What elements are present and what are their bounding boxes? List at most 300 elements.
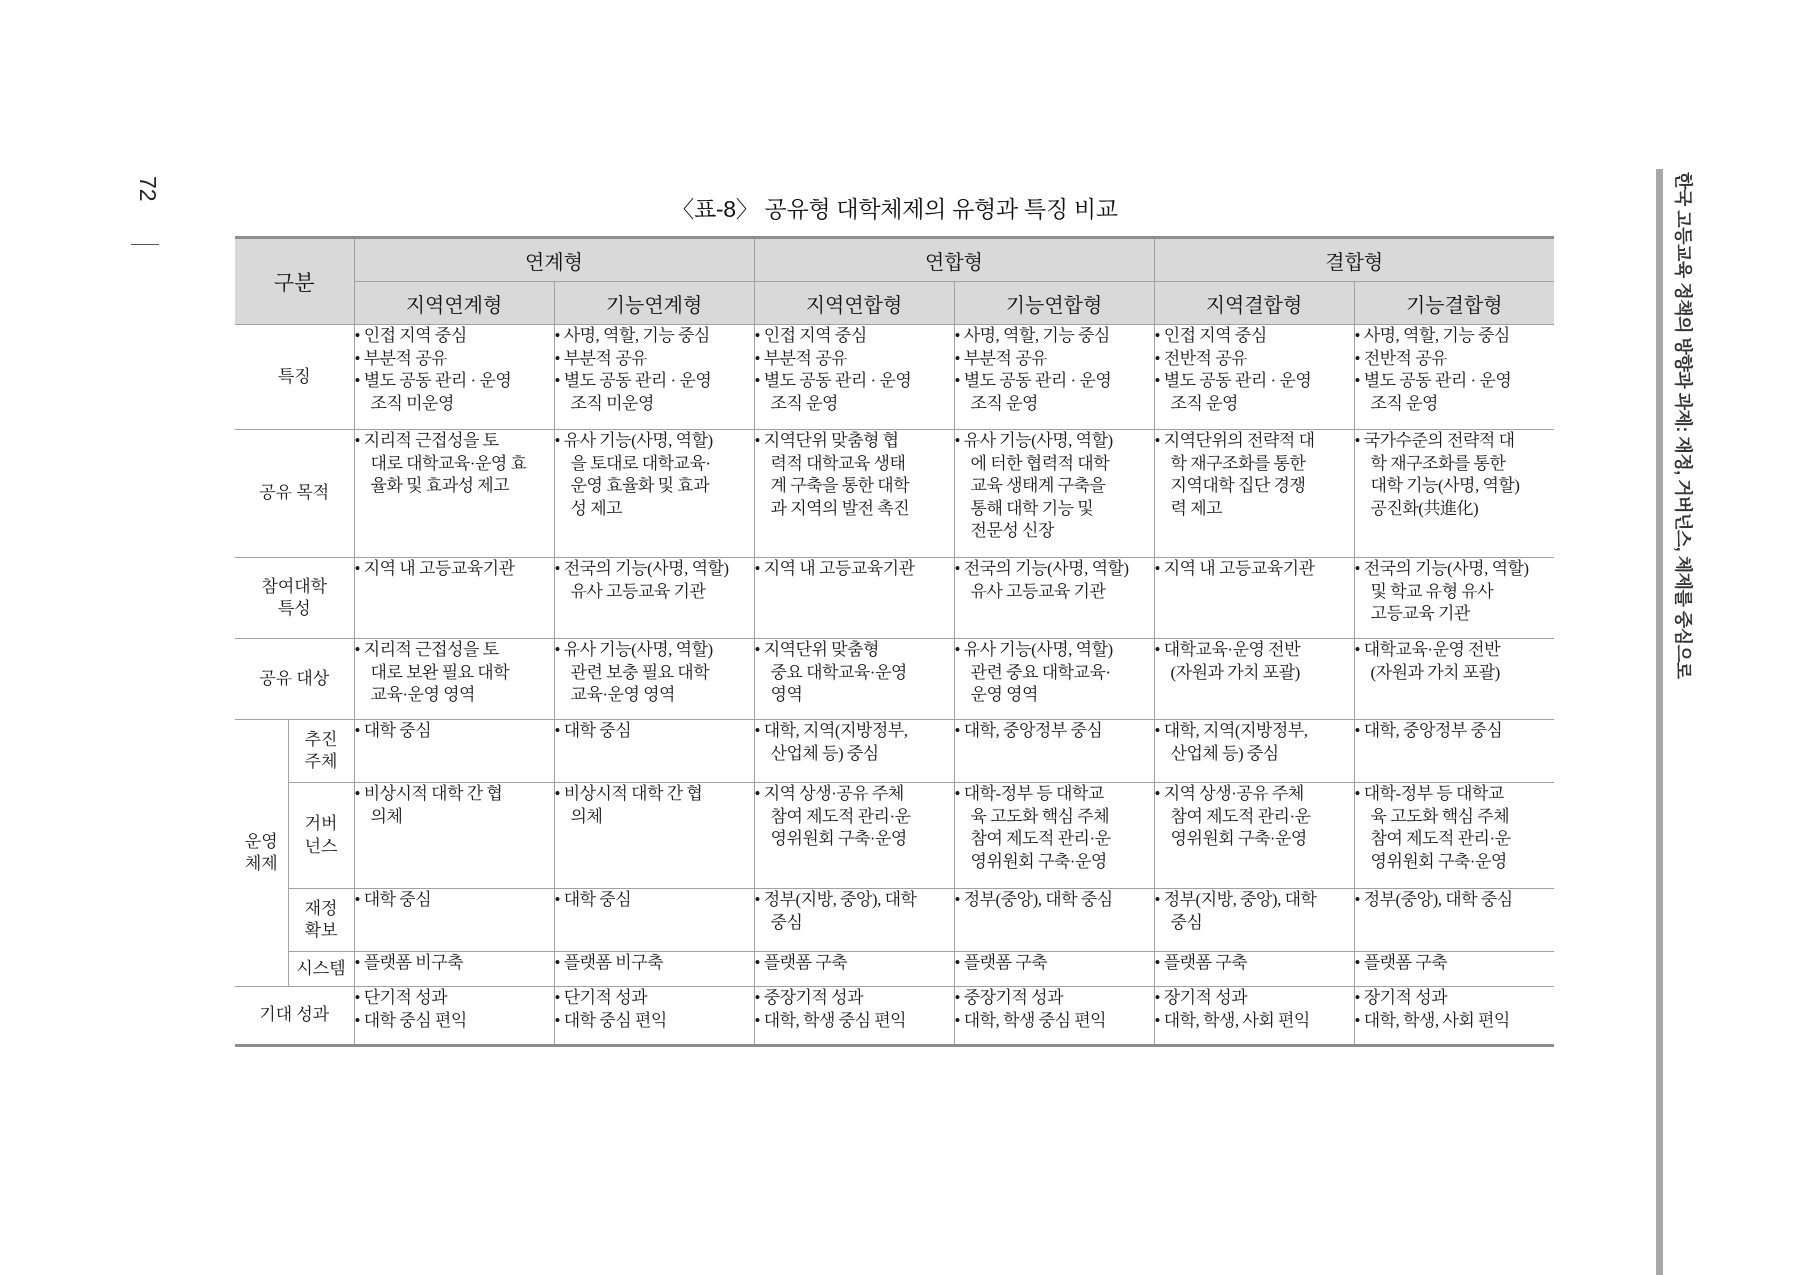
data-cell [354, 783, 554, 889]
cell-line: • 사명, 역할, 기능 중심 [1354, 326, 1510, 345]
bullet-item [355, 370, 554, 415]
bullet-item [755, 783, 954, 851]
cell-line: 교육·운영 영역 [570, 685, 675, 704]
cell-line: 에 터한 협력적 대학 [970, 453, 1110, 473]
row-label-line: 공유 목적 [259, 483, 330, 503]
cell-line: 영위원회 구축·운영 [1170, 829, 1307, 848]
cell-line: 전문성 신장 [970, 521, 1054, 540]
cell-line: • 장기적 성과 [1154, 988, 1248, 1007]
cell-line: • 별도 공동 관리 · 운영 [554, 371, 712, 390]
cell-line: 영위원회 구축·운영 [1370, 851, 1507, 871]
bullet-item [1355, 889, 1555, 912]
bullet-item [355, 348, 554, 371]
cell-line: • 대학, 학생 중심 편익 [954, 1010, 1107, 1030]
group-label-line: 체제 [244, 854, 278, 873]
table-body [235, 325, 1554, 1046]
cell-line: • 별도 공동 관리 · 운영 [954, 371, 1112, 390]
cell-line: • 플랫폼 비구축 [554, 953, 663, 972]
bullet-item [1155, 783, 1354, 851]
row-label [235, 325, 354, 430]
data-cell [1154, 987, 1354, 1046]
sub-label-line: 주체 [304, 752, 338, 771]
data-cell [1354, 952, 1554, 987]
cell-line: • 유사 기능(사명, 역할) [954, 640, 1113, 659]
bullet-item [755, 325, 954, 348]
cell-line: 영위원회 구축·운영 [970, 851, 1107, 871]
data-cell [1354, 430, 1554, 558]
data-cell [1354, 325, 1554, 430]
bullet-item [755, 639, 954, 707]
cell-line: • 지역 상생·공유 주체 [754, 784, 904, 803]
cell-line: • 대학 중심 편익 [554, 1010, 667, 1030]
cell-line: 조직 미운영 [370, 393, 454, 413]
cell-line: • 전국의 기능(사명, 역할) [554, 559, 729, 578]
header-group: 연계형 [354, 238, 754, 282]
bullet-item [755, 952, 954, 975]
cell-line: • 플랫폼 구축 [954, 953, 1048, 972]
cell-line: • 대학교육·운영 전반 [1154, 640, 1301, 659]
table-header [235, 238, 1554, 325]
cell-line: • 대학 중심 [354, 721, 432, 740]
cell-line: 산업체 등) 중심 [1170, 743, 1279, 763]
bullet-item [555, 1010, 754, 1033]
sub-label [288, 720, 354, 783]
cell-line: • 유사 기능(사명, 역할) [554, 640, 713, 659]
cell-line: • 대학, 학생, 사회 편익 [1354, 1010, 1510, 1030]
sub-label-line: 재정 [304, 898, 338, 918]
row-label-line: 기대 성과 [259, 1005, 330, 1025]
bullet-item [555, 720, 754, 743]
data-cell [1154, 952, 1354, 987]
cell-line: 조직 운영 [1170, 393, 1238, 413]
cell-line: 대로 보완 필요 대학 [370, 662, 510, 682]
sub-label-line: 확보 [304, 921, 338, 940]
cell-line: 율화 및 효과성 제고 [370, 476, 510, 495]
cell-line: 영위원회 구축·운영 [770, 829, 907, 848]
bullet-item [1355, 987, 1555, 1010]
cell-line: 유사 고등교육 기관 [970, 581, 1106, 601]
cell-line: • 지역단위 맞춤형 [754, 640, 879, 659]
cell-line: • 중장기적 성과 [754, 988, 863, 1007]
table-row [235, 720, 1554, 783]
cell-line: 통해 대학 기능 및 [970, 498, 1094, 518]
bullet-item [1355, 325, 1555, 348]
row-label [235, 558, 354, 639]
cell-line: 학 재구조화를 통한 [1170, 453, 1306, 473]
row-label-line: 공유 대상 [259, 668, 330, 688]
data-cell [754, 720, 954, 783]
cell-line: 대로 대학교육·운영 효 [370, 453, 527, 473]
bullet-item [1355, 558, 1555, 626]
data-cell [554, 720, 754, 783]
cell-line: 교육·운영 영역 [370, 685, 475, 704]
data-cell [1354, 889, 1554, 952]
cell-line: • 지역단위 맞춤형 협 [754, 431, 899, 450]
cell-line: • 정부(중앙), 대학 중심 [954, 890, 1113, 909]
bullet-item [1355, 639, 1555, 684]
header-type: 지역결합형 [1154, 282, 1354, 325]
data-cell [354, 720, 554, 783]
cell-line: • 비상시적 대학 간 협 [354, 784, 503, 803]
data-cell [554, 987, 754, 1046]
table-row [235, 987, 1554, 1046]
cell-line: 참여 제도적 관리·운 [970, 829, 1111, 848]
cell-line: • 플랫폼 비구축 [354, 953, 463, 972]
cell-line: • 플랫폼 구축 [1154, 953, 1248, 972]
table-row [235, 889, 1554, 952]
row-label-line: 특징 [277, 366, 311, 386]
data-cell [1354, 558, 1554, 639]
bullet-item [955, 348, 1154, 371]
cell-line: • 지역 내 고등교육기관 [354, 559, 515, 578]
header-row-groups [235, 238, 1554, 282]
cell-line: • 비상시적 대학 간 협 [554, 784, 703, 803]
data-cell [954, 558, 1154, 639]
bullet-item [955, 987, 1154, 1010]
page-number-rule [131, 244, 159, 245]
cell-line: 참여 제도적 관리·운 [1370, 829, 1511, 848]
cell-line: • 대학, 중앙정부 중심 [954, 721, 1103, 740]
bullet-item [955, 1010, 1154, 1033]
bullet-item [955, 952, 1154, 975]
data-cell [554, 558, 754, 639]
cell-line: • 대학, 학생, 사회 편익 [1154, 1010, 1310, 1030]
sub-label-line: 넌스 [304, 836, 338, 856]
sub-label-line: 거버 [304, 814, 338, 833]
data-cell [1154, 325, 1354, 430]
data-cell [954, 783, 1154, 889]
cell-line: 조직 운영 [770, 393, 838, 413]
bullet-item [355, 430, 554, 498]
data-cell [754, 558, 954, 639]
cell-line: 학 재구조화를 통한 [1370, 453, 1506, 473]
bullet-item [755, 1010, 954, 1033]
cell-line: 조직 미운영 [570, 393, 654, 413]
bullet-item [1155, 987, 1354, 1010]
cell-line: • 대학, 지역(지방정부, [1154, 721, 1308, 740]
bullet-item [355, 1010, 554, 1033]
bullet-item [955, 370, 1154, 415]
cell-line: 지역대학 집단 경쟁 [1170, 476, 1306, 495]
cell-line: • 대학 중심 [554, 721, 632, 740]
bullet-item [955, 783, 1154, 873]
data-cell [1354, 639, 1554, 720]
cell-line: • 별도 공동 관리 · 운영 [1354, 371, 1512, 390]
bullet-item [1155, 720, 1354, 765]
cell-line: 의체 [570, 806, 603, 826]
data-cell [1154, 783, 1354, 889]
table-row [235, 558, 1554, 639]
bullet-item [955, 558, 1154, 603]
cell-line: • 대학 중심 [354, 890, 432, 909]
sub-label-line: 추진 [304, 729, 338, 749]
table-row [235, 952, 1554, 987]
cell-line: 운영 효율화 및 효과 [570, 476, 710, 495]
cell-line: 계 구축을 통한 대학 [770, 476, 910, 495]
data-cell [354, 639, 554, 720]
cell-line: • 플랫폼 구축 [754, 953, 848, 972]
data-cell [754, 639, 954, 720]
bullet-item [1155, 952, 1354, 975]
bullet-item [355, 720, 554, 743]
cell-line: • 대학-정부 등 대학교 [1354, 784, 1504, 803]
cell-line: • 정부(지방, 중앙), 대학 [1154, 890, 1317, 909]
bullet-item [555, 889, 754, 912]
data-cell [1154, 889, 1354, 952]
data-cell [754, 987, 954, 1046]
cell-line: 중심 [1170, 912, 1203, 932]
side-margin-bar [1656, 169, 1663, 1275]
data-cell [354, 987, 554, 1046]
cell-line: • 중장기적 성과 [954, 988, 1063, 1007]
cell-line: (자원과 가치 포괄) [1170, 662, 1300, 682]
row-label-line: 참여대학 [261, 576, 328, 596]
bullet-item [755, 558, 954, 581]
bullet-item [1155, 1010, 1354, 1033]
bullet-item [755, 889, 954, 934]
header-type: 기능연계형 [554, 282, 754, 325]
bullet-item [1155, 348, 1354, 371]
bullet-item [755, 370, 954, 415]
bullet-item [1355, 952, 1555, 975]
cell-line: • 전국의 기능(사명, 역할) [954, 559, 1129, 578]
data-cell [354, 889, 554, 952]
bullet-item [555, 558, 754, 603]
cell-line: 참여 제도적 관리·운 [770, 806, 911, 826]
data-cell [554, 639, 754, 720]
cell-line: • 인접 지역 중심 [354, 326, 467, 345]
cell-line: • 장기적 성과 [1354, 988, 1448, 1007]
running-title: 한국 고등교육 정책의 방향과 과제: 재정, 거버넌스, 체제를 중심으로 [1673, 172, 1693, 679]
cell-line: • 지역단위의 전략적 대 [1154, 431, 1315, 450]
cell-line: • 전반적 공유 [1154, 348, 1248, 368]
cell-line: • 부분적 공유 [954, 348, 1048, 368]
table-row [235, 639, 1554, 720]
cell-line: • 부분적 공유 [754, 348, 848, 368]
bullet-item [355, 325, 554, 348]
bullet-item [555, 783, 754, 828]
data-cell [354, 325, 554, 430]
data-cell [754, 952, 954, 987]
sub-label-line: 시스템 [296, 958, 346, 978]
bullet-item [955, 639, 1154, 707]
bullet-item [1155, 639, 1354, 684]
bullet-item [355, 783, 554, 828]
cell-line: • 단기적 성과 [554, 988, 648, 1007]
cell-line: • 정부(지방, 중앙), 대학 [754, 890, 917, 909]
cell-line: • 전반적 공유 [1354, 348, 1448, 368]
bullet-item [955, 325, 1154, 348]
group-label [235, 720, 288, 987]
data-cell [754, 889, 954, 952]
bullet-item [755, 348, 954, 371]
bullet-item [755, 987, 954, 1010]
bullet-item [1355, 720, 1555, 743]
cell-line: • 별도 공동 관리 · 운영 [354, 371, 512, 390]
row-label [235, 639, 354, 720]
data-cell [1354, 783, 1554, 889]
cell-line: 중요 대학교육·운영 [770, 662, 907, 682]
cell-line: • 대학 중심 [554, 890, 632, 909]
bullet-item [955, 430, 1154, 543]
cell-line: • 별도 공동 관리 · 운영 [1154, 371, 1312, 390]
cell-line: • 별도 공동 관리 · 운영 [754, 371, 912, 390]
bullet-item [355, 987, 554, 1010]
cell-line: • 대학, 학생 중심 편익 [754, 1010, 907, 1030]
cell-line: 산업체 등) 중심 [770, 743, 879, 763]
data-cell [1154, 639, 1354, 720]
cell-line: 운영 영역 [970, 685, 1038, 704]
data-cell [1154, 558, 1354, 639]
data-cell [554, 952, 754, 987]
table-title: 〈표-8〉 공유형 대학체제의 유형과 특징 비교 [671, 196, 1118, 222]
cell-line: • 인접 지역 중심 [1154, 326, 1267, 345]
data-cell [354, 952, 554, 987]
cell-line: • 대학-정부 등 대학교 [954, 784, 1104, 803]
sub-label [288, 952, 354, 987]
cell-line: 교육 생태계 구축을 [970, 476, 1106, 495]
cell-line: • 부분적 공유 [554, 348, 648, 368]
bullet-item [355, 952, 554, 975]
page-number: 72 [135, 176, 161, 202]
bullet-item [355, 639, 554, 707]
cell-line: 영역 [770, 685, 803, 704]
data-cell [954, 720, 1154, 783]
header-type: 기능연합형 [954, 282, 1154, 325]
data-cell [1154, 720, 1354, 783]
table-row [235, 783, 1554, 889]
cell-line: • 국가수준의 전략적 대 [1354, 431, 1515, 450]
bullet-item [1155, 325, 1354, 348]
bullet-item [955, 889, 1154, 912]
data-cell [554, 325, 754, 430]
cell-line: 관련 보충 필요 대학 [570, 662, 710, 682]
cell-line: • 사명, 역할, 기능 중심 [954, 326, 1110, 345]
cell-line: • 인접 지역 중심 [754, 326, 867, 345]
cell-line: • 지리적 근접성을 토 [354, 431, 499, 450]
bullet-item [755, 430, 954, 520]
data-cell [1154, 430, 1354, 558]
bullet-item [555, 348, 754, 371]
data-cell [1354, 720, 1554, 783]
bullet-item [355, 889, 554, 912]
cell-line: 중심 [770, 912, 803, 932]
row-label [235, 430, 354, 558]
bullet-item [1355, 370, 1555, 415]
sub-label [288, 889, 354, 952]
cell-line: 대학 기능(사명, 역할) [1370, 476, 1520, 495]
cell-line: • 유사 기능(사명, 역할) [554, 431, 713, 450]
data-cell [554, 430, 754, 558]
cell-line: • 전국의 기능(사명, 역할) [1354, 559, 1529, 578]
bullet-item [1355, 348, 1555, 371]
cell-line: 조직 운영 [970, 393, 1038, 413]
cell-line: • 지리적 근접성을 토 [354, 640, 499, 659]
header-type: 지역연합형 [754, 282, 954, 325]
cell-line: • 정부(중앙), 대학 중심 [1354, 890, 1513, 909]
table-row [235, 430, 1554, 558]
bullet-item [955, 720, 1154, 743]
group-label-line: 운영 [244, 831, 278, 851]
bullet-item [555, 325, 754, 348]
bullet-item [1155, 430, 1354, 520]
data-cell [954, 889, 1154, 952]
cell-line: 력적 대학교육 생태 [770, 453, 906, 473]
data-cell [954, 952, 1154, 987]
data-cell [954, 639, 1154, 720]
header-type: 기능결합형 [1354, 282, 1554, 325]
cell-line: 유사 고등교육 기관 [570, 581, 706, 601]
cell-line: • 지역 상생·공유 주체 [1154, 784, 1304, 803]
cell-line: 육 고도화 핵심 주체 [970, 806, 1110, 826]
cell-line: • 대학, 지역(지방정부, [754, 721, 908, 740]
header-type: 지역연계형 [354, 282, 554, 325]
header-row-types [235, 282, 1554, 325]
bullet-item [555, 430, 754, 520]
cell-line: • 유사 기능(사명, 역할) [954, 431, 1113, 450]
header-corner: 구분 [235, 238, 354, 325]
bullet-item [1355, 783, 1555, 873]
cell-line: • 단기적 성과 [354, 988, 448, 1007]
data-cell [954, 430, 1154, 558]
cell-line: 관련 중요 대학교육· [970, 662, 1111, 682]
sub-label [288, 783, 354, 889]
header-group: 연합형 [754, 238, 1154, 282]
cell-line: • 대학교육·운영 전반 [1354, 640, 1501, 659]
row-label-line: 특성 [277, 599, 311, 618]
cell-line: 및 학교 유형 유사 [1370, 581, 1494, 601]
cell-line: 과 지역의 발전 촉진 [770, 498, 910, 518]
comparison-table [235, 236, 1554, 1047]
data-cell [354, 430, 554, 558]
data-cell [954, 987, 1154, 1046]
cell-line: • 사명, 역할, 기능 중심 [554, 326, 710, 345]
bullet-item [1355, 430, 1555, 520]
data-cell [354, 558, 554, 639]
cell-line: • 대학 중심 편익 [354, 1010, 467, 1030]
cell-line: • 부분적 공유 [354, 348, 448, 368]
cell-line: 성 제고 [570, 498, 623, 518]
cell-line: 조직 운영 [1370, 393, 1438, 413]
cell-line: 을 토대로 대학교육· [570, 453, 711, 473]
data-cell [754, 783, 954, 889]
bullet-item [555, 952, 754, 975]
bullet-item [755, 720, 954, 765]
cell-line: 고등교육 기관 [1370, 604, 1470, 623]
data-cell [954, 325, 1154, 430]
data-cell [554, 783, 754, 889]
data-cell [1354, 987, 1554, 1046]
header-group: 결합형 [1154, 238, 1554, 282]
bullet-item [555, 987, 754, 1010]
table-row [235, 325, 1554, 430]
cell-line: 참여 제도적 관리·운 [1170, 806, 1311, 826]
data-cell [754, 430, 954, 558]
cell-line: • 지역 내 고등교육기관 [754, 559, 915, 578]
bullet-item [555, 639, 754, 707]
cell-line: 력 제고 [1170, 498, 1223, 518]
row-label [235, 987, 354, 1046]
cell-line: • 지역 내 고등교육기관 [1154, 559, 1315, 578]
bullet-item [1155, 889, 1354, 934]
cell-line: (자원과 가치 포괄) [1370, 662, 1500, 682]
cell-line: • 대학, 중앙정부 중심 [1354, 721, 1503, 740]
data-cell [554, 889, 754, 952]
cell-line: 의체 [370, 806, 403, 826]
bullet-item [355, 558, 554, 581]
cell-line: • 플랫폼 구축 [1354, 953, 1448, 972]
bullet-item [1155, 370, 1354, 415]
